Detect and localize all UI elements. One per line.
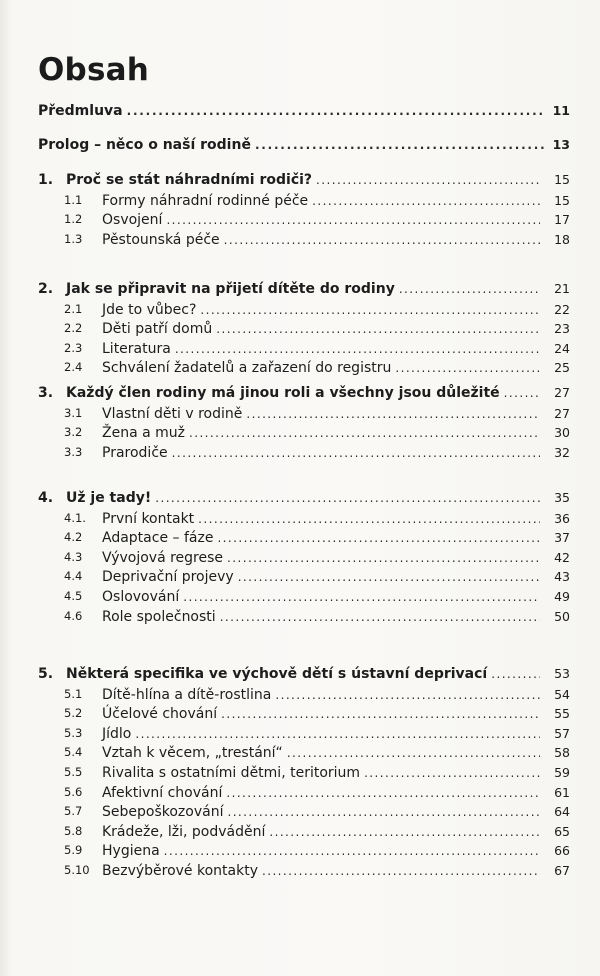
- entry-number: 5.9: [64, 843, 83, 858]
- dot-leader: [198, 512, 540, 526]
- entry-title: Jídlo: [102, 725, 132, 742]
- entry-title: Děti patří domů: [102, 321, 213, 338]
- entry-title: Proč se stát náhradními rodiči?: [66, 172, 313, 188]
- dot-leader: [312, 194, 540, 208]
- toc-entry-section[interactable]: [0, 445, 600, 465]
- entry-number: 5.2: [64, 706, 83, 721]
- toc-entry-section[interactable]: [0, 804, 600, 824]
- toc-entry-section[interactable]: [0, 687, 600, 707]
- entry-title: Sebepoškozování: [102, 804, 224, 821]
- entry-number: 5.5: [64, 765, 83, 779]
- toc-entry-section[interactable]: [0, 609, 600, 629]
- page-number: 49: [554, 589, 570, 604]
- dot-leader: [127, 104, 546, 118]
- dot-leader: [224, 233, 540, 247]
- toc-entry-section[interactable]: [0, 302, 600, 322]
- toc-entry-chapter[interactable]: [0, 281, 600, 301]
- entry-title: Dítě-hlína a dítě-rostlina: [102, 686, 272, 703]
- entry-title: Už je tady!: [66, 490, 152, 506]
- entry-number: 4.: [38, 490, 54, 506]
- toc-entry-section[interactable]: [0, 212, 600, 232]
- dot-leader: [246, 407, 540, 421]
- page-number: 53: [554, 666, 570, 681]
- page-number: 58: [554, 745, 570, 761]
- page-number: 67: [554, 863, 570, 878]
- entry-number: 2.1: [64, 301, 83, 316]
- toc-entry-section[interactable]: [0, 530, 600, 550]
- dot-leader: [316, 173, 540, 187]
- toc-entry-section[interactable]: [0, 589, 600, 609]
- entry-title: Jak se připravit na přijetí dítěte do rodiny: [66, 281, 395, 297]
- toc-entry-chapter[interactable]: [0, 490, 600, 510]
- entry-title: Žena a muž: [102, 425, 185, 442]
- entry-number: 5.1: [64, 686, 83, 701]
- entry-number: 5.: [38, 666, 54, 682]
- toc-entry-section[interactable]: [0, 843, 600, 863]
- entry-number: 3.2: [64, 425, 83, 440]
- page-number: 15: [554, 172, 570, 187]
- page-number: 43: [554, 569, 570, 585]
- dot-leader: [166, 213, 540, 227]
- dot-leader: [216, 322, 540, 336]
- toc-entry-section[interactable]: [0, 785, 600, 805]
- page-number: 59: [554, 765, 570, 780]
- page-number: 27: [554, 405, 570, 421]
- page-number: 55: [554, 706, 570, 722]
- entry-number: 2.2: [64, 321, 83, 336]
- toc-entry-front[interactable]: [38, 137, 570, 157]
- toc-entry-section[interactable]: [0, 824, 600, 844]
- dot-leader: [227, 551, 540, 565]
- entry-title: Rivalita s ostatními dětmi, teritorium: [102, 765, 361, 781]
- entry-title: Osvojení: [102, 212, 163, 229]
- dot-leader: [269, 825, 540, 839]
- entry-title: Deprivační projevy: [102, 569, 234, 586]
- page-number: 22: [554, 301, 570, 317]
- dot-leader: [275, 688, 540, 702]
- dot-leader: [364, 766, 540, 780]
- toc-entry-section[interactable]: [0, 341, 600, 361]
- page-number: 54: [554, 686, 570, 702]
- dot-leader: [399, 282, 540, 296]
- toc-entry-section[interactable]: [0, 232, 600, 252]
- entry-title: Účelové chování: [102, 706, 218, 723]
- entry-title: Pěstounská péče: [102, 231, 220, 248]
- dot-leader: [227, 805, 540, 819]
- page-number: 36: [554, 510, 570, 526]
- dot-leader: [226, 786, 540, 800]
- toc-entry-section[interactable]: [0, 511, 600, 531]
- toc-entry-section[interactable]: [0, 726, 600, 746]
- page-number: 32: [554, 444, 570, 460]
- dot-leader: [172, 446, 540, 460]
- entry-title: Hygiena: [102, 843, 160, 860]
- toc-entry-section[interactable]: [0, 550, 600, 570]
- entry-number: 1.2: [64, 212, 83, 227]
- page-number: 25: [554, 360, 570, 376]
- toc-entry-section[interactable]: [0, 406, 600, 426]
- entry-number: 5.6: [64, 784, 83, 799]
- entry-title: Oslovování: [102, 589, 180, 605]
- page-number: 30: [554, 425, 570, 441]
- entry-title: Některá specifika ve výchově dětí s ústavní deprivací: [66, 666, 488, 682]
- toc-entry-section[interactable]: [0, 360, 600, 380]
- entry-title: Krádeže, lži, podvádění: [102, 823, 266, 840]
- entry-title: Prolog – něco o naší rodině: [38, 137, 251, 153]
- entry-title: Role společnosti: [102, 608, 216, 625]
- entry-title: Vztah k věcem, „trestání“: [102, 745, 283, 762]
- page-number: 24: [554, 340, 570, 356]
- dot-leader: [155, 491, 540, 505]
- page-number: 65: [554, 823, 570, 839]
- toc-entry-front[interactable]: [38, 103, 570, 123]
- dot-leader: [175, 342, 540, 356]
- page-number: 57: [554, 725, 570, 741]
- toc-entry-section[interactable]: [0, 745, 600, 765]
- dot-leader: [189, 426, 540, 440]
- toc-entry-section[interactable]: [0, 765, 600, 785]
- entry-title: Prarodiče: [102, 444, 168, 461]
- entry-number: 2.4: [64, 360, 83, 375]
- toc-entry-chapter[interactable]: [0, 172, 600, 192]
- page-number: 61: [554, 784, 570, 800]
- page-number: 66: [554, 843, 570, 859]
- dot-leader: [135, 727, 540, 741]
- entry-number: 4.3: [64, 549, 83, 564]
- dot-leader: [287, 746, 540, 760]
- entry-title: Formy náhradní rodinné péče: [102, 192, 309, 209]
- entry-title: Literatura: [102, 340, 171, 357]
- page-number: 42: [554, 549, 570, 565]
- page-number: 23: [554, 321, 570, 337]
- entry-number: 3.3: [64, 444, 83, 459]
- entry-title: Adaptace – fáze: [102, 530, 214, 547]
- entry-title: Vlastní děti v rodině: [102, 405, 243, 422]
- entry-number: 5.4: [64, 745, 83, 760]
- entry-number: 4.4: [64, 569, 83, 584]
- entry-title: První kontakt: [102, 510, 195, 527]
- entry-number: 4.2: [64, 530, 83, 545]
- page-number: 35: [554, 490, 570, 505]
- dot-leader: [255, 138, 546, 152]
- toc-entry-section[interactable]: [0, 569, 600, 589]
- entry-title: Schválení žadatelů a zařazení do registru: [102, 360, 392, 377]
- entry-title: Předmluva: [38, 103, 123, 119]
- entry-number: 4.1.: [64, 510, 86, 525]
- dot-leader: [164, 844, 540, 858]
- entry-title: Jde to vůbec?: [102, 301, 197, 318]
- page-number: 15: [554, 192, 570, 208]
- page-number: 17: [554, 212, 570, 228]
- entry-number: 5.8: [64, 823, 83, 838]
- dot-leader: [504, 386, 540, 400]
- entry-number: 1.3: [64, 231, 83, 246]
- entry-number: 4.6: [64, 608, 83, 623]
- dot-leader: [491, 667, 540, 681]
- entry-title: Bezvýběrové kontakty: [102, 863, 258, 879]
- page-number: 37: [554, 530, 570, 546]
- page-number: 21: [554, 281, 570, 296]
- toc-entry-section[interactable]: [0, 706, 600, 726]
- dot-leader: [238, 570, 540, 584]
- entry-number: 1.1: [64, 192, 83, 207]
- toc-entry-section[interactable]: [0, 425, 600, 445]
- page-number: 18: [554, 231, 570, 247]
- toc-entry-chapter[interactable]: [0, 385, 600, 405]
- page-number: 64: [554, 804, 570, 820]
- toc-entry-chapter[interactable]: [0, 666, 600, 686]
- entry-number: 2.3: [64, 340, 83, 355]
- entry-number: 2.: [38, 281, 54, 297]
- entry-title: Afektivní chování: [102, 784, 223, 801]
- entry-title: Vývojová regrese: [102, 549, 224, 566]
- entry-number: 5.10: [64, 863, 90, 877]
- toc-entry-section[interactable]: [0, 321, 600, 341]
- dot-leader: [183, 590, 540, 604]
- entry-number: 5.7: [64, 804, 83, 819]
- entry-number: 4.5: [64, 589, 83, 603]
- entry-number: 5.3: [64, 725, 83, 740]
- entry-title: Každý člen rodiny má jinou roli a všechny jsou důležité: [66, 385, 500, 401]
- page-number: 27: [554, 385, 570, 400]
- dot-leader: [395, 361, 540, 375]
- toc-entry-section[interactable]: [0, 193, 600, 213]
- page-number: 50: [554, 608, 570, 624]
- entry-number: 3.1: [64, 405, 83, 420]
- page-number: 13: [552, 137, 570, 152]
- dot-leader: [221, 707, 540, 721]
- dot-leader: [200, 303, 540, 317]
- page-title: Obsah: [38, 52, 149, 88]
- entry-number: 1.: [38, 172, 54, 188]
- toc-entry-section[interactable]: [0, 863, 600, 883]
- dot-leader: [220, 610, 540, 624]
- entry-number: 3.: [38, 385, 54, 401]
- dot-leader: [217, 531, 540, 545]
- page-number: 11: [552, 103, 570, 118]
- dot-leader: [262, 864, 540, 878]
